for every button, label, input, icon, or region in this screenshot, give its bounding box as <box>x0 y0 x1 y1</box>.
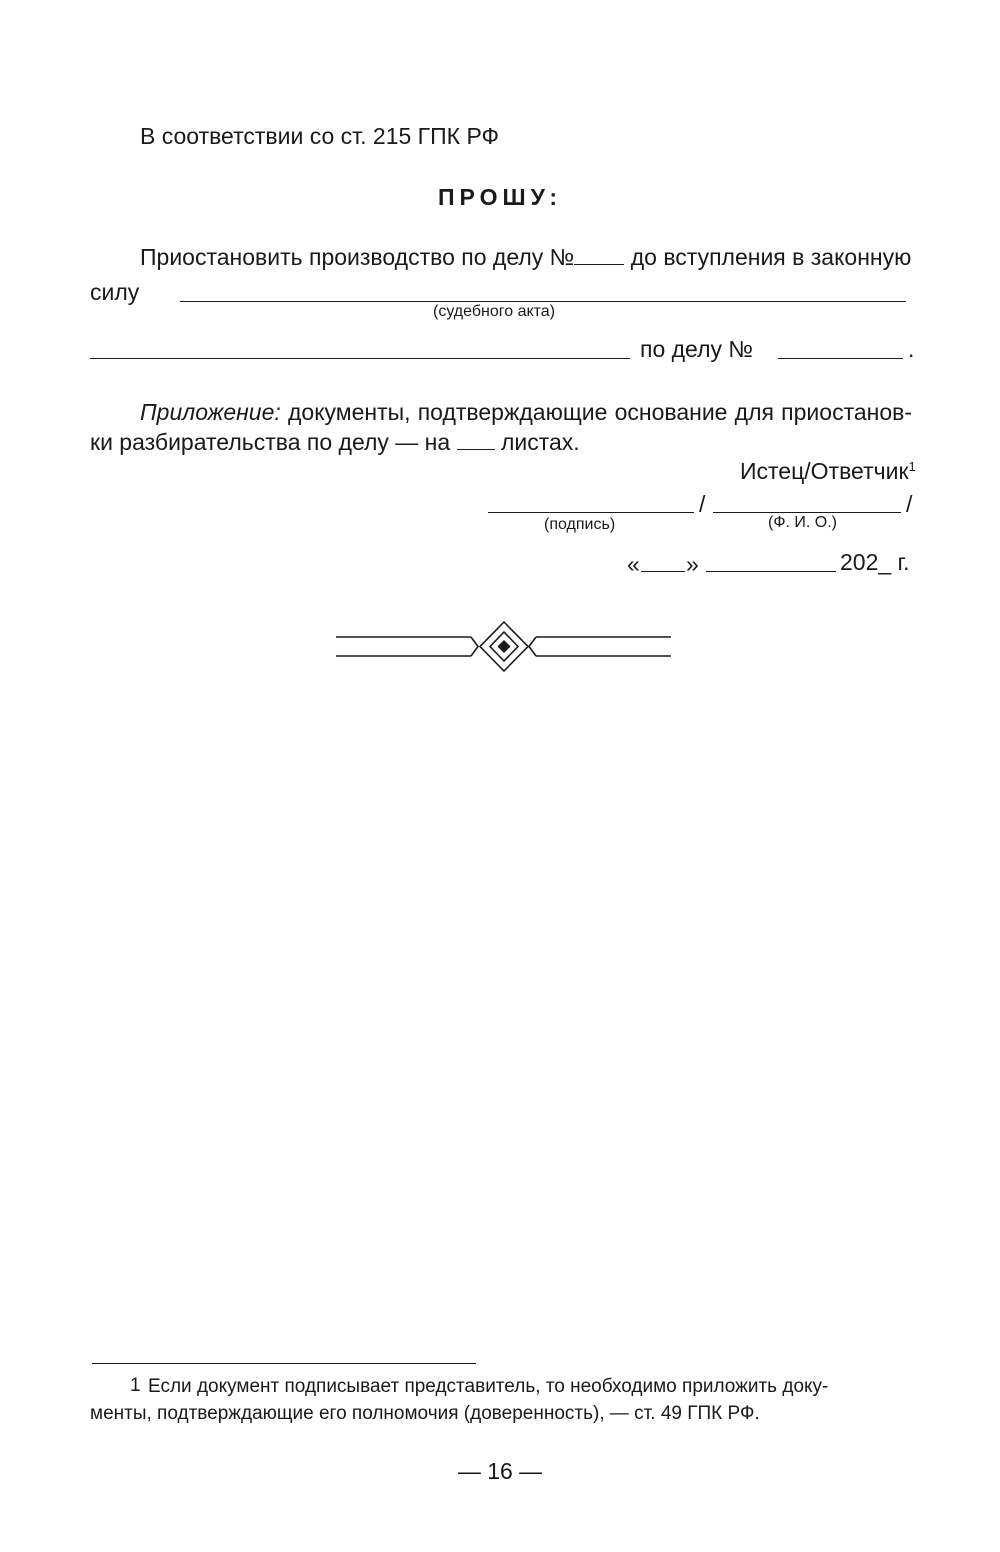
appendix-label: Приложение: <box>140 399 281 425</box>
request-heading: ПРОШУ: <box>438 184 562 210</box>
intro-text: В соответствии со ст. 215 ГПК РФ <box>140 123 500 149</box>
appendix-line-2-text: ки разбирательства по делу — на <box>90 429 451 455</box>
slash-1: / <box>699 491 706 517</box>
court-act-name-blank[interactable] <box>90 358 630 359</box>
day-blank[interactable] <box>641 571 685 572</box>
signature-caption: (подпись) <box>544 516 616 533</box>
footnote-separator <box>92 1363 476 1364</box>
appendix-text: документы, подтверждающие основание для приостанов- <box>287 399 913 425</box>
ornament-divider-icon <box>336 620 672 676</box>
date-quote-close: » <box>686 551 699 577</box>
signer-role-text: Истец/Ответчик <box>740 458 909 484</box>
date-quote-open: « <box>627 551 640 577</box>
appendix-line-1 <box>140 398 912 426</box>
appendix-line-2-end: листах. <box>500 429 580 455</box>
case-number-blank[interactable] <box>574 244 624 265</box>
footnote-line-1: Если документ подписывает представитель, то необходимо приложить доку- <box>148 1376 829 1397</box>
request-line-2-label: силу <box>90 279 140 305</box>
other-case-number-blank[interactable] <box>778 358 903 359</box>
request-line-3-end: . <box>908 336 915 362</box>
slash-2: / <box>906 491 913 517</box>
request-line-1-text: Приостановить производство по делу № <box>140 244 575 270</box>
request-line-1 <box>140 243 911 271</box>
date-year: 202_ г. <box>840 549 910 575</box>
footnote-number: 1 <box>130 1375 141 1396</box>
request-line-3-case: по делу № <box>640 336 754 362</box>
signature-blank[interactable] <box>488 512 694 513</box>
footnote-ref: 1 <box>908 459 916 474</box>
court-act-caption: (судебного акта) <box>433 303 556 320</box>
page-number: — 16 — <box>457 1458 543 1484</box>
request-line-1-end: до вступления в законную <box>630 244 912 270</box>
signer-role <box>740 457 916 485</box>
name-caption: (Ф. И. О.) <box>768 514 837 531</box>
month-blank[interactable] <box>706 571 836 572</box>
appendix-line-2 <box>90 428 580 456</box>
footnote-line-2: менты, подтверждающие его полномочия (доверенность), — ст. 49 ГПК РФ. <box>90 1403 760 1424</box>
sheets-count-blank[interactable] <box>457 429 495 450</box>
